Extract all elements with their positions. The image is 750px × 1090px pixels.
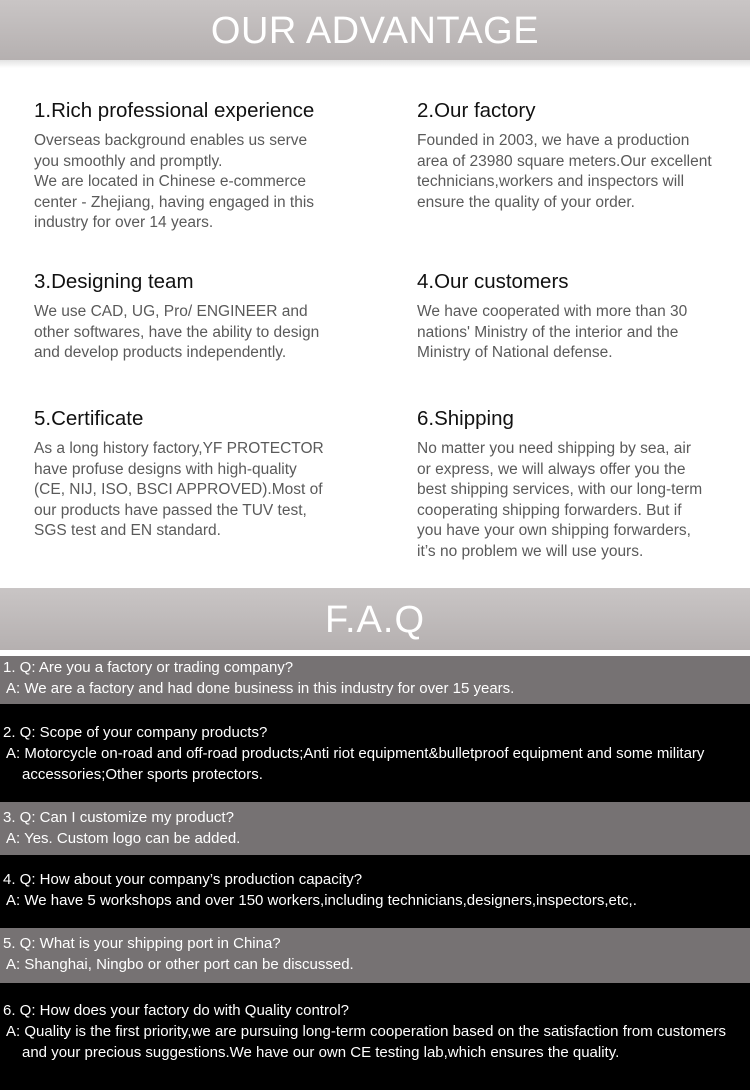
advantage-text: Founded in 2003, we have a production area of 23980 square meters.Our excellent technicians,workers and inspectors will ensure the quality of your order. bbox=[417, 132, 712, 211]
faq-question: 2. Q: Scope of your company products? bbox=[3, 724, 268, 741]
faq-answer: A: We have 5 workshops and over 150 workers,including technicians,designers,inspectors,etc,. bbox=[6, 892, 637, 909]
advantage-heading: 4.Our customers bbox=[417, 270, 569, 293]
faq-answer: A: We are a factory and had done business in this industry for over 15 years. bbox=[6, 680, 515, 697]
advantage-heading: 1.Rich professional experience bbox=[34, 99, 315, 122]
advantage-item-factory bbox=[417, 99, 747, 213]
advantage-item-shipping bbox=[417, 407, 747, 562]
advantage-item-designing-team bbox=[34, 270, 364, 364]
faq-answer: A: Motorcycle on-road and off-road products;Anti riot equipment&bulletproof equipment and some military accessories;Other sports protectors. bbox=[6, 745, 705, 783]
faq-item bbox=[0, 656, 750, 704]
advantage-section bbox=[0, 68, 750, 588]
advantage-title: OUR ADVANTAGE bbox=[210, 10, 540, 52]
faq-question: 4. Q: How about your company’s production capacity? bbox=[3, 871, 363, 888]
advantage-heading: 5.Certificate bbox=[34, 407, 144, 430]
faq-title: F.A.Q bbox=[324, 599, 426, 641]
faq-question: 6. Q: How does your factory do with Quality control? bbox=[3, 1002, 349, 1019]
faq-item bbox=[0, 928, 750, 983]
advantage-text: We use CAD, UG, Pro/ ENGINEER and other softwares, have the ability to design and develop products independently. bbox=[34, 303, 320, 361]
faq-list bbox=[0, 656, 750, 1090]
advantage-item-certificate bbox=[34, 407, 364, 542]
faq-question: 1. Q: Are you a factory or trading company? bbox=[3, 659, 294, 676]
faq-answer: A: Yes. Custom logo can be added. bbox=[6, 830, 241, 847]
advantage-text: As a long history factory,YF PROTECTOR have profuse designs with high-quality (CE, NIJ, ISO, BSCI APPROVED).Most of our products have passed the TUV test, SGS test and EN standard. bbox=[34, 440, 324, 539]
advantage-heading: 6.Shipping bbox=[417, 407, 514, 430]
faq-answer: A: Shanghai, Ningbo or other port can be discussed. bbox=[6, 956, 354, 973]
advantage-text: Overseas background enables us serve you smoothly and promptly. We are located in Chinese e-commerce center - Zhejiang, having engaged in this industry for over 14 years. bbox=[34, 132, 315, 231]
faq-question: 5. Q: What is your shipping port in China? bbox=[3, 935, 281, 952]
faq-item bbox=[0, 802, 750, 855]
faq-answer: A: Quality is the first priority,we are pursuing long-term cooperation based on the satisfaction from customers and your precious suggestions.We have our own CE testing lab,which ensures the quality. bbox=[6, 1023, 727, 1061]
advantage-item-customers bbox=[417, 270, 747, 364]
faq-item bbox=[0, 983, 750, 1090]
faq-question: 3. Q: Can I customize my product? bbox=[3, 809, 234, 826]
advantage-text: No matter you need shipping by sea, air or express, we will always offer you the best shipping services, with our long-term cooperating shipping forwarders. But if you have your own shipping forwarders, it’s no problem we will use yours. bbox=[417, 440, 703, 560]
advantage-heading: 2.Our factory bbox=[417, 99, 536, 122]
advantage-banner bbox=[0, 0, 750, 60]
advantage-item-experience bbox=[34, 99, 364, 234]
faq-item bbox=[0, 704, 750, 802]
faq-item bbox=[0, 855, 750, 928]
faq-banner bbox=[0, 588, 750, 650]
advantage-heading: 3.Designing team bbox=[34, 270, 194, 293]
advantage-text: We have cooperated with more than 30 nations' Ministry of the interior and the Ministry of National defense. bbox=[417, 303, 688, 361]
